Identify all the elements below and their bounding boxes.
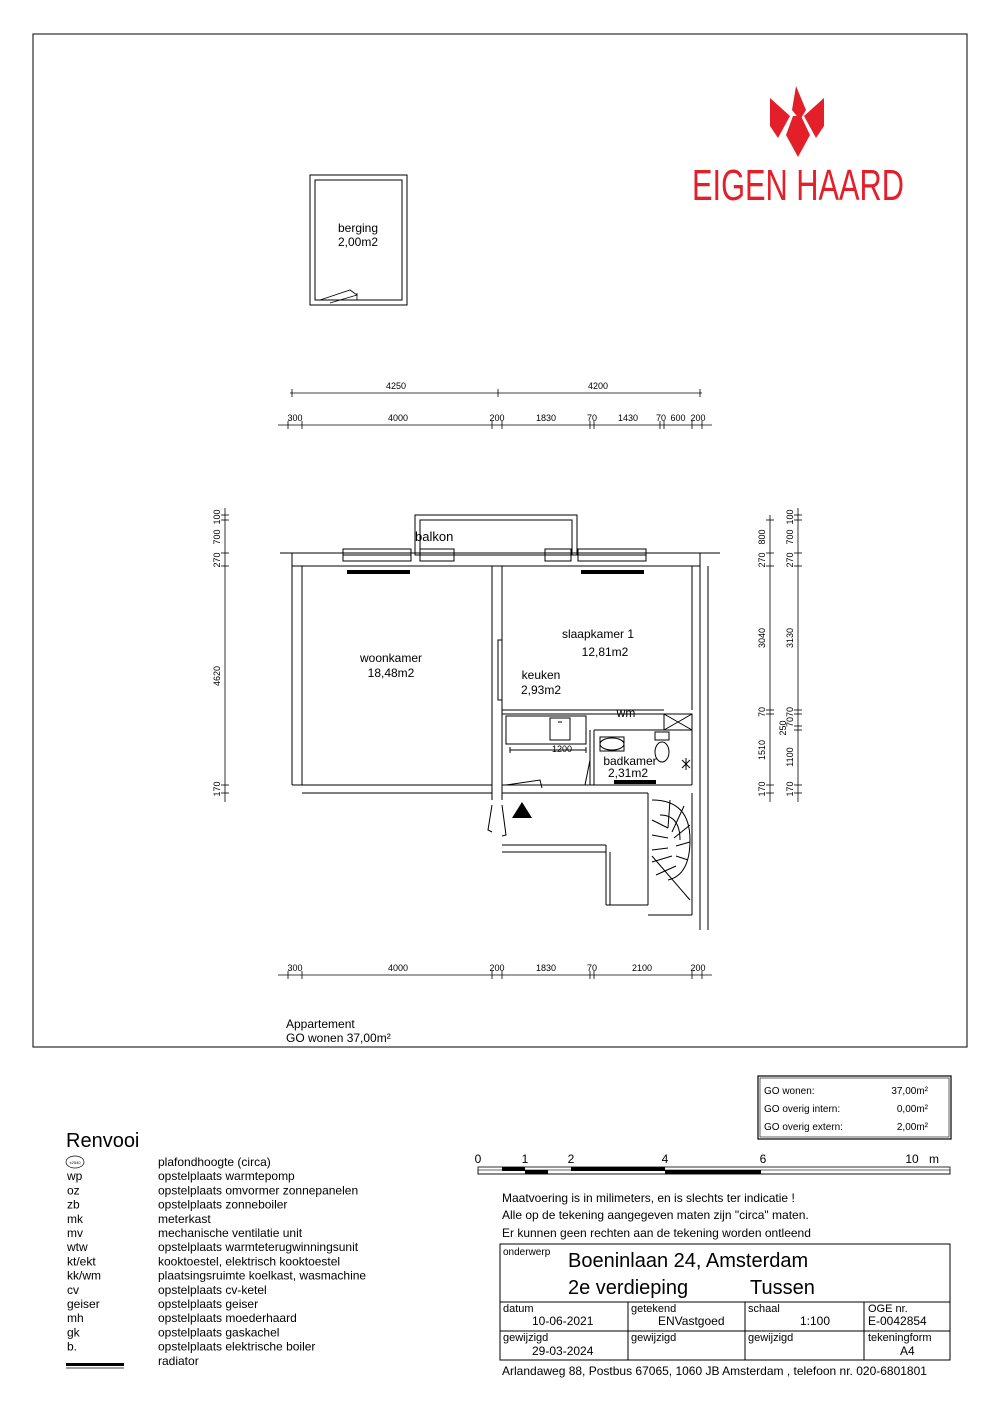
oge-value: E-0042854	[868, 1314, 927, 1328]
legend-code: mk	[67, 1211, 83, 1226]
room-area-berging: 2,00m2	[337, 235, 379, 249]
schaal-value: 1:100	[800, 1314, 831, 1328]
dim-right-b-2: 270	[785, 552, 795, 568]
dim-top-detail-3: 1830	[535, 413, 557, 423]
dim-right-a-0: 800	[757, 529, 767, 545]
dim-left-vertical-0: 100	[212, 509, 222, 525]
brand-logo	[692, 86, 904, 210]
legend-code: oz	[67, 1183, 80, 1198]
gewijzigd-value: 29-03-2024	[532, 1344, 594, 1358]
dim-top-detail-6: 70	[655, 413, 667, 423]
floor-level: 2e verdieping	[568, 1277, 689, 1299]
dim-left-vertical-2: 270	[212, 552, 222, 568]
subject-label: onderwerp	[503, 1247, 551, 1258]
scale-tick-1: 1	[521, 1152, 529, 1166]
dim-top-detail-8: 200	[690, 413, 706, 423]
datum-label: datum	[503, 1303, 534, 1315]
area-table-value-2: 2,00m²	[896, 1122, 928, 1133]
legend-description: radiator	[158, 1353, 199, 1368]
room-name-berging: berging	[337, 221, 379, 235]
room-name-badkamer: badkamer	[603, 754, 657, 768]
room-name-slaapkamer: slaapkamer 1	[561, 627, 635, 641]
legend-code: wp	[67, 1169, 83, 1184]
scale-tick-6: 6	[759, 1152, 767, 1166]
scale-tick-2: 2	[567, 1152, 575, 1166]
legend-code: mv	[67, 1226, 83, 1240]
area-table-label-0: GO wonen:	[764, 1086, 815, 1097]
dim-right-a-5: 170	[757, 781, 767, 797]
gewijzigd-label-3: gewijzigd	[748, 1332, 794, 1344]
legend-code: geiser	[67, 1297, 100, 1311]
legend-description: opstelplaats elektrische boiler	[158, 1339, 316, 1354]
legend-description: meterkast	[158, 1211, 211, 1226]
dim-right-a-1: 270	[757, 552, 767, 568]
dim-top-overall-0: 4250	[385, 381, 407, 391]
legend-description: opstelplaats omvormer zonnepanelen	[158, 1183, 359, 1198]
ceiling-height-symbol: ±2540	[69, 1160, 81, 1165]
scale-tick-4: 4	[661, 1152, 669, 1166]
right-vertical-dimensions-a	[766, 515, 774, 802]
dim-bottom-detail-0: 300	[287, 963, 303, 973]
dim-bottom-detail-3: 1830	[535, 963, 557, 973]
legend-code: cv	[67, 1282, 79, 1297]
legend-code: kt/ekt	[67, 1254, 96, 1269]
dim-top-detail-4: 70	[586, 413, 598, 423]
room-area-badkamer: 2,31m2	[607, 766, 649, 780]
scale-unit: m	[929, 1152, 939, 1166]
legend-description: opstelplaats cv-ketel	[158, 1282, 267, 1297]
gewijzigd-label-1: gewijzigd	[503, 1332, 549, 1344]
legend-description: mechanische ventilatie unit	[158, 1226, 303, 1240]
dim-right-b-6: 70	[785, 716, 795, 728]
dim-bottom-detail-6: 200	[690, 963, 706, 973]
legend-code: mh	[67, 1311, 84, 1326]
schaal-label: schaal	[748, 1303, 780, 1315]
left-vertical-dimensions	[221, 508, 229, 802]
legend-description: opstelplaats zonneboiler	[158, 1197, 288, 1212]
legend-description: opstelplaats gaskachel	[158, 1325, 280, 1340]
note-line-2: Alle op de tekening aangegeven maten zijn "circa" maten.	[502, 1208, 809, 1222]
counter-length: 1200	[551, 744, 573, 754]
legend-description: kooktoestel, elektrisch kooktoestel	[158, 1254, 341, 1269]
dim-left-vertical-3: 4620	[212, 665, 222, 687]
flame-logo-icon	[770, 86, 824, 157]
area-table-label-2: GO overig extern:	[764, 1122, 843, 1133]
legend-title: Renvooi	[66, 1130, 140, 1152]
area-table-value-1: 0,00m²	[896, 1104, 928, 1115]
dim-right-b-1: 700	[785, 529, 795, 545]
dim-bottom-detail-5: 2100	[631, 963, 653, 973]
dim-right-a-3: 70	[757, 706, 767, 718]
footer-address: Arlandaweg 88, Postbus 67065, 1060 JB Amsterdam , telefoon nr. 020-6801801	[502, 1364, 927, 1378]
dim-bottom-detail-1: 4000	[387, 963, 409, 973]
dim-right-a-2: 3040	[757, 627, 767, 649]
radiator-legend-icon	[66, 1363, 124, 1366]
dim-right-a-4: 1510	[757, 739, 767, 761]
room-area-keuken: 2,93m2	[520, 683, 562, 697]
scale-tick-0: 0	[474, 1152, 482, 1166]
dim-right-b-5: 250	[778, 720, 788, 736]
gewijzigd-label-2: gewijzigd	[631, 1332, 677, 1344]
ceiling-height-icon	[66, 1156, 84, 1168]
dim-left-vertical-1: 700	[212, 529, 222, 545]
legend-code: gk	[67, 1325, 80, 1340]
right-vertical-dimensions-b	[794, 508, 802, 802]
room-name-woonkamer: woonkamer	[359, 651, 423, 665]
room-name-keuken: keuken	[521, 668, 561, 682]
oge-label: OGE nr.	[868, 1303, 908, 1315]
room-area-woonkamer: 18,48m2	[367, 666, 415, 680]
legend-description: plaatsingsruimte koelkast, wasmachine	[158, 1268, 367, 1283]
room-name-balkon: balkon	[415, 529, 454, 544]
legend-description: opstelplaats moederhaard	[158, 1311, 297, 1326]
legend-list	[66, 1155, 366, 1368]
note-line-3: Er kunnen geen rechten aan de tekening worden ontleend	[502, 1226, 811, 1240]
area-table-label-1: GO overig intern:	[764, 1104, 841, 1115]
dim-top-detail-1: 4000	[387, 413, 409, 423]
area-table	[758, 1076, 951, 1139]
area-table-value-0: 37,00m²	[891, 1086, 928, 1097]
dim-right-b-0: 100	[785, 509, 795, 525]
legend-code: kk/wm	[67, 1268, 101, 1283]
getekend-value: ENVastgoed	[658, 1314, 725, 1328]
scale-tick-10: 10	[905, 1152, 919, 1166]
dim-right-b-7: 1100	[785, 747, 795, 767]
dim-top-detail-2: 200	[489, 413, 505, 423]
dim-top-detail-7: 600	[670, 413, 686, 423]
note-line-1: Maatvoering is in milimeters, en is slechts ter indicatie !	[502, 1191, 795, 1205]
dim-top-detail-0: 300	[287, 413, 303, 423]
legend-code: wtw	[67, 1240, 88, 1255]
getekend-label: getekend	[631, 1303, 677, 1315]
legend-description: plafondhoogte (circa)	[158, 1155, 271, 1169]
scale-bar	[475, 1152, 950, 1174]
address: Boeninlaan 24, Amsterdam	[568, 1250, 809, 1272]
dim-top-overall-1: 4200	[587, 381, 609, 391]
room-name-wm: wm	[616, 706, 636, 720]
legend-description: opstelplaats geiser	[158, 1297, 259, 1311]
dim-right-b-8: 170	[785, 781, 795, 797]
dim-top-detail-5: 1430	[617, 413, 639, 423]
dim-right-b-4: 70	[785, 706, 795, 718]
dim-bottom-detail-2: 200	[489, 963, 505, 973]
dim-bottom-detail-4: 70	[586, 963, 598, 973]
dim-right-b-3: 3130	[785, 627, 795, 649]
entrance-arrow-icon	[512, 802, 532, 818]
summary-line-1: Appartement	[286, 1017, 355, 1031]
legend-description: opstelplaats warmteterugwinningsunit	[158, 1240, 359, 1255]
datum-value: 10-06-2021	[532, 1314, 594, 1328]
dwelling-type: Tussen	[750, 1277, 815, 1299]
summary-line-2: GO wonen 37,00m²	[286, 1031, 391, 1045]
legend-description: opstelplaats warmtepomp	[158, 1169, 295, 1184]
dim-left-vertical-4: 170	[212, 781, 222, 797]
top-overall-dimensions	[290, 389, 702, 397]
tekeningform-value: A4	[900, 1344, 915, 1358]
legend-code: zb	[67, 1197, 80, 1212]
tekeningform-label: tekeningform	[868, 1332, 932, 1344]
legend-code: b.	[67, 1339, 78, 1354]
room-area-slaapkamer: 12,81m2	[581, 645, 629, 659]
brand-name: EIGEN HAARD	[692, 161, 904, 210]
floor-plan	[280, 515, 720, 930]
